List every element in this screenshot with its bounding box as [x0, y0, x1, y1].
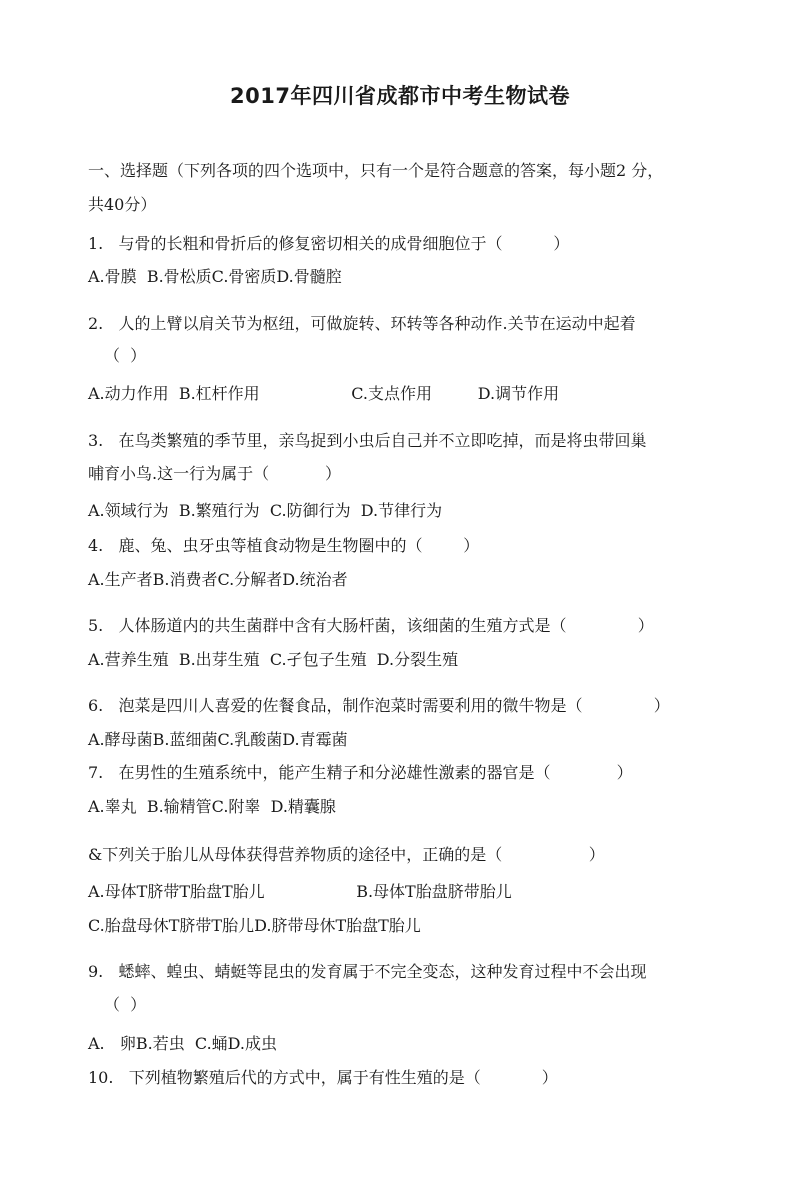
question-stem: 9. 蟋蟀、蝗虫、蜻蜓等昆虫的发育属于不完全变态，这种发育过程中不会出现	[88, 962, 647, 981]
question-options: A.母体T脐带T胎盘T胎儿 B.母体T胎盘脐带胎儿	[88, 882, 512, 901]
question-stem: 7. 在男性的生殖系统中，能产生精子和分泌雄性激素的器官是（ ）	[88, 763, 633, 782]
question-options: A. 卵B.若虫 C.蛹D.成虫	[88, 1034, 278, 1053]
question-options: A.领域行为 B.繁殖行为 C.防御行为 D.节律行为	[88, 501, 443, 520]
question-options: A.骨膜 B.骨松质C.骨密质D.骨髓腔	[88, 267, 342, 286]
question-stem: &下列关于胎儿从母体获得营养物质的途径中，正确的是（ ）	[88, 845, 605, 864]
question-options-line-2: C.胎盘母休T脐带T胎儿D.脐带母休T胎盘T胎儿	[88, 916, 421, 935]
question-stem-continuation: （ ）	[104, 346, 147, 365]
question-stem-continuation: 哺育小鸟.这一行为属于（ ）	[88, 464, 342, 483]
question-options: A.生产者B.消费者C.分解者D.统治者	[88, 570, 348, 589]
question-options: A.酵母菌B.蓝细菌C.乳酸菌D.青霉菌	[88, 730, 348, 749]
question-options: A.睾丸 B.输精管C.附睾 D.精囊腺	[88, 797, 336, 816]
question-stem-continuation: （ ）	[104, 995, 147, 1014]
section-instruction-line-1: 一、选择题（下列各项的四个选项中，只有一个是符合题意的答案，每小题2 分，	[88, 161, 664, 180]
question-stem: 10. 下列植物繁殖后代的方式中，属于有性生殖的是（ ）	[88, 1068, 558, 1087]
question-stem: 4. 鹿、兔、虫牙虫等植食动物是生物圈中的（ ）	[88, 536, 480, 555]
page-title: 2017年四川省成都市中考生物试卷	[230, 84, 570, 108]
question-stem: 1. 与骨的长粗和骨折后的修复密切相关的成骨细胞位于（ ）	[88, 234, 570, 253]
question-stem: 3. 在鸟类繁殖的季节里，亲鸟捉到小虫后自己并不立即吃掉，而是将虫带回巢	[88, 431, 647, 450]
question-stem: 5. 人体肠道内的共生菌群中含有大肠杆菌，该细菌的生殖方式是（ ）	[88, 616, 654, 635]
question-options: A.营养生殖 B.出芽生殖 C.孑包子生殖 D.分裂生殖	[88, 650, 459, 669]
question-options: A.动力作用 B.杠杆作用 C.支点作用 D.调节作用	[88, 384, 560, 403]
section-instruction-line-2: 共40分）	[88, 195, 157, 214]
question-stem: 2. 人的上臂以肩关节为枢纽，可做旋转、环转等各种动作.关节在运动中起着	[88, 314, 636, 333]
question-stem: 6. 泡菜是四川人喜爱的佐餐食品，制作泡菜时需要利用的微牛物是（ ）	[88, 696, 670, 715]
